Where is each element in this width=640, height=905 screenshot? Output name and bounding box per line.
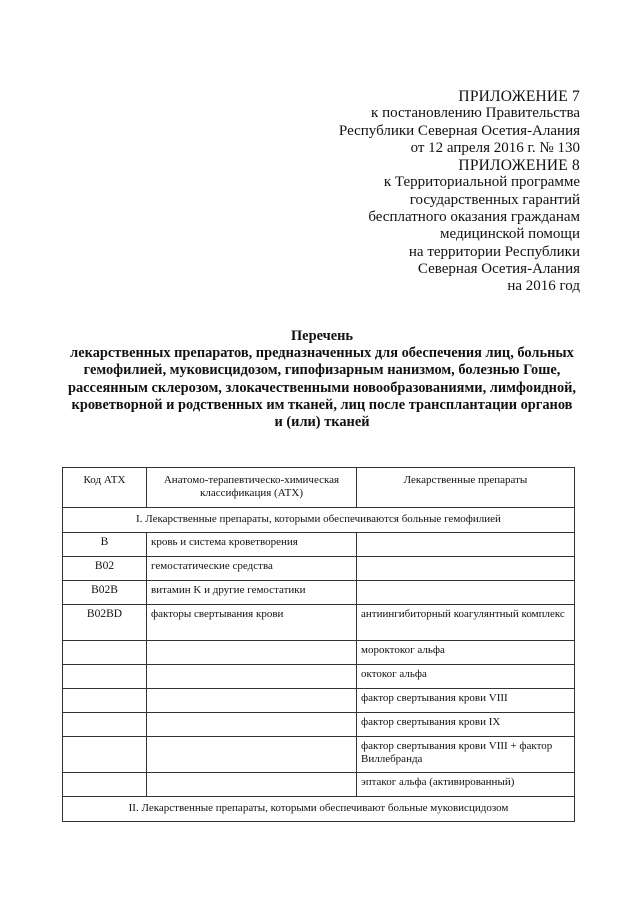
classification-cell	[147, 737, 357, 773]
header-line: на 2016 год	[507, 278, 580, 295]
document-title	[56, 328, 588, 431]
drug-cell: антиингибиторный коагулянтный комплекс	[357, 605, 575, 641]
title-line: рассеянным склерозом, злокачественными новообразованиями, лимфоидной,	[67, 379, 577, 396]
classification-cell	[147, 641, 357, 665]
table-row	[63, 581, 575, 605]
title-line: лекарственных препаратов, предназначенных для обеспечения лиц, больных	[70, 345, 574, 362]
atc-code-cell: B02	[63, 557, 147, 581]
header-line: к постановлению Правительства	[371, 105, 580, 122]
section-row-hemophilia	[63, 508, 575, 533]
table-header-row	[63, 468, 575, 508]
classification-cell	[147, 689, 357, 713]
title-line: кроветворной и родственных им тканей, лиц после трансплантации органов	[71, 396, 573, 413]
table-row	[63, 773, 575, 797]
drug-cell: фактор свертывания крови VIII + фактор Виллебранда	[357, 737, 575, 773]
classification-cell	[147, 773, 357, 797]
atc-code-cell	[63, 713, 147, 737]
header-line: государственных гарантий	[409, 191, 580, 208]
table-row	[63, 557, 575, 581]
table-row	[63, 737, 575, 773]
drug-list-table	[62, 467, 575, 822]
atc-code-cell	[63, 689, 147, 713]
appendix-8-label: ПРИЛОЖЕНИЕ 8	[458, 157, 580, 175]
header-line: Республики Северная Осетия-Алания	[338, 122, 580, 139]
title-line: Перечень	[290, 328, 354, 344]
column-header-classification: Анатомо-терапевтическо-химическая классификация (АТХ)	[147, 468, 357, 508]
table-row	[63, 533, 575, 557]
table-row	[63, 665, 575, 689]
table-row	[63, 689, 575, 713]
atc-code-cell: B02B	[63, 581, 147, 605]
column-header-atc-code: Код АТХ	[63, 468, 147, 508]
header-line: к Территориальной программе	[383, 174, 580, 191]
classification-cell	[147, 665, 357, 689]
drug-cell: фактор свертывания крови IX	[357, 713, 575, 737]
appendix-header	[260, 88, 580, 296]
classification-cell: кровь и система кроветворения	[147, 533, 357, 557]
section-row-cystic-fibrosis	[63, 797, 575, 822]
atc-code-cell	[63, 737, 147, 773]
atc-code-cell	[63, 665, 147, 689]
drug-cell	[357, 557, 575, 581]
title-line: и (или) тканей	[274, 414, 370, 431]
atc-code-cell	[63, 773, 147, 797]
drug-cell	[357, 533, 575, 557]
atc-code-cell	[63, 641, 147, 665]
classification-cell: витамин K и другие гемостатики	[147, 581, 357, 605]
header-line: на территории Республики	[408, 243, 580, 260]
header-line: медицинской помощи	[440, 226, 580, 243]
drug-cell: фактор свертывания крови VIII	[357, 689, 575, 713]
drug-cell: октоког альфа	[357, 665, 575, 689]
header-line: Северная Осетия-Алания	[417, 260, 580, 277]
section-title: II. Лекарственные препараты, которыми обеспечивают больные муковисцидозом	[63, 797, 575, 822]
classification-cell: факторы свертывания крови	[147, 605, 357, 641]
classification-cell: гемостатические средства	[147, 557, 357, 581]
column-header-drugs: Лекарственные препараты	[357, 468, 575, 508]
appendix-7-label: ПРИЛОЖЕНИЕ 7	[458, 88, 580, 105]
header-line: бесплатного оказания гражданам	[368, 209, 580, 226]
header-date-line: от 12 апреля 2016 г. № 130	[410, 139, 580, 156]
section-title: I. Лекарственные препараты, которыми обеспечиваются больные гемофилией	[63, 508, 575, 533]
table-row	[63, 605, 575, 641]
drug-cell: мороктоког альфа	[357, 641, 575, 665]
atc-code-cell: B02BD	[63, 605, 147, 641]
drug-cell	[357, 581, 575, 605]
atc-code-cell: B	[63, 533, 147, 557]
drug-cell: эптаког альфа (активированный)	[357, 773, 575, 797]
table-row	[63, 641, 575, 665]
table-row	[63, 713, 575, 737]
classification-cell	[147, 713, 357, 737]
title-line: гемофилией, муковисцидозом, гипофизарным нанизмом, болезнью Гоше,	[83, 362, 561, 379]
